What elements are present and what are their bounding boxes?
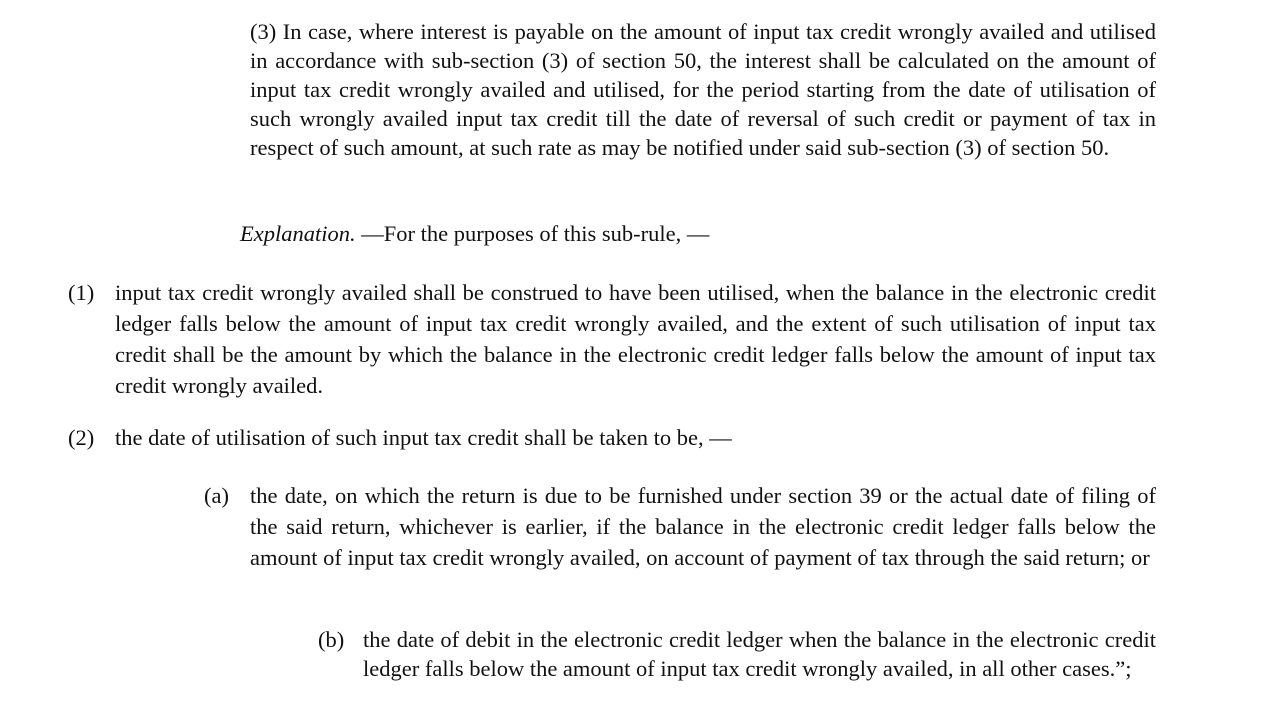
sub-item-letter: (b) [318, 627, 345, 652]
list-item-text: the date of utilisation of such input tax credit shall be taken to be, — [115, 425, 732, 450]
list-item-text: input tax credit wrongly availed shall be construed to have been utilised, when the balance in the electronic credit ledger falls below the amount of input tax credit wrongly availed, and the extent of such utilisation of input tax credit shall be the amount by which the balance in the electronic credit ledger falls below the amount of input tax credit wrongly availed. [115, 280, 1156, 398]
explanation-text: —For the purposes of this sub-rule, — [355, 221, 710, 246]
sub-item-text: the date, on which the return is due to be furnished under section 39 or the actual date of filing of the said return, whichever is earlier, if the balance in the electronic credit ledger falls below the amount of input tax credit wrongly availed, on account of payment of tax through the said return; or [250, 483, 1156, 570]
list-item-1 [68, 277, 1156, 401]
list-item-number: (2) [68, 425, 95, 450]
sub-rule-3-paragraph: (3) In case, where interest is payable on the amount of input tax credit wrongly availed and utilised in accordance with sub-section (3) of section 50, the interest shall be calculated on the amount of input tax credit wrongly availed and utilised, for the period starting from the date of utilisation of such wrongly availed input tax credit till the date of reversal of such credit or payment of tax in respect of such amount, at such rate as may be notified under said sub-section (3) of section 50. [250, 19, 1156, 160]
explanation-label: Explanation. [240, 221, 356, 246]
sub-item-text: the date of debit in the electronic credit ledger when the balance in the electronic credit ledger falls below the amount of input tax credit wrongly availed, in all other cases.”; [363, 627, 1156, 681]
list-item-number: (1) [68, 280, 95, 305]
list-item-2 [68, 422, 1156, 453]
sub-item-b [318, 625, 1156, 715]
sub-item-a [204, 480, 1156, 604]
sub-item-letter: (a) [204, 483, 229, 508]
explanation-heading [240, 219, 940, 248]
